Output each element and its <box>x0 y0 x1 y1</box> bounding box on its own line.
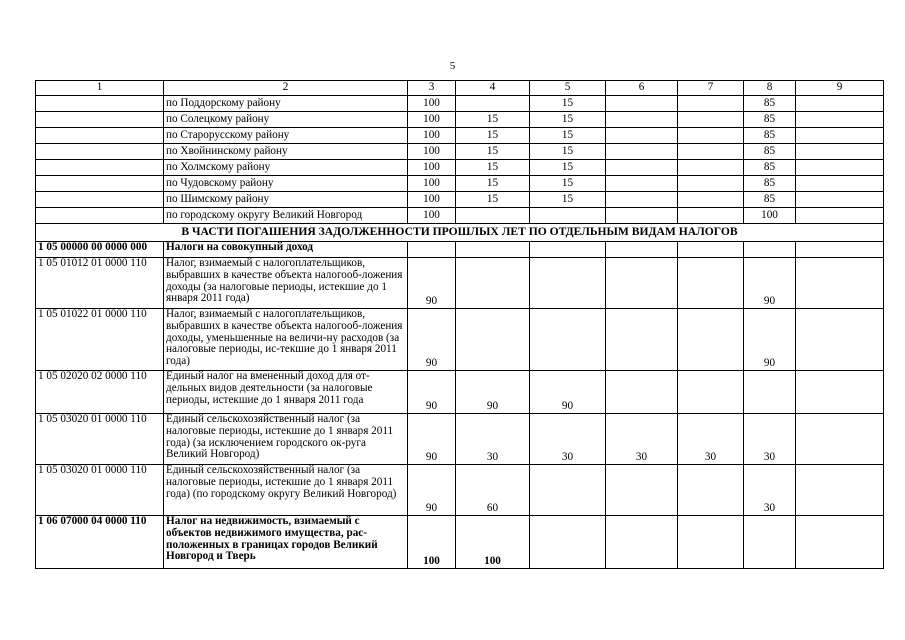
cell-name: по Холмскому району <box>164 160 408 176</box>
cell-col3: 100 <box>408 192 456 208</box>
cell-name: по городскому округу Великий Новгород <box>164 208 408 224</box>
cell-code <box>36 160 164 176</box>
cell-name: Налог, взимаемый с налогоплательщиков, выбравших в качестве объекта налогооб-ложения доходы, уменьшенные на величи-ну расходов (за налоговые периоды, ис-текшие до 1 января 2011 года) <box>164 309 408 371</box>
cell-col6 <box>606 258 678 309</box>
cell-col5 <box>530 309 606 371</box>
cell-col6 <box>606 516 678 569</box>
table-row <box>36 192 884 208</box>
cell-col7: 30 <box>678 414 744 465</box>
cell-col3: 100 <box>408 160 456 176</box>
cell-col7 <box>678 516 744 569</box>
table-row <box>36 516 884 569</box>
column-header: 5 <box>530 81 606 96</box>
cell-col7 <box>678 208 744 224</box>
table-row <box>36 258 884 309</box>
table-row <box>36 96 884 112</box>
cell-col7 <box>678 128 744 144</box>
table-row <box>36 371 884 414</box>
cell-col7 <box>678 465 744 516</box>
cell-code <box>36 96 164 112</box>
cell-code <box>36 192 164 208</box>
cell-code: 1 06 07000 04 0000 110 <box>36 516 164 569</box>
cell-code: 1 05 03020 01 0000 110 <box>36 414 164 465</box>
cell-col6 <box>606 371 678 414</box>
table-row <box>36 309 884 371</box>
cell-col9 <box>796 160 884 176</box>
cell-col4: 15 <box>456 160 530 176</box>
cell-col6 <box>606 160 678 176</box>
cell-col6 <box>606 176 678 192</box>
cell-col5: 15 <box>530 96 606 112</box>
cell-col4 <box>456 208 530 224</box>
cell-code: 1 05 02020 02 0000 110 <box>36 371 164 414</box>
cell-col7 <box>678 160 744 176</box>
cell-col9 <box>796 128 884 144</box>
cell-col3: 100 <box>408 144 456 160</box>
cell-col6 <box>606 309 678 371</box>
cell-col3 <box>408 242 456 258</box>
cell-col4: 15 <box>456 144 530 160</box>
cell-col9 <box>796 96 884 112</box>
cell-col7 <box>678 258 744 309</box>
cell-code <box>36 176 164 192</box>
cell-col4: 15 <box>456 112 530 128</box>
column-header: 9 <box>796 81 884 96</box>
cell-col5: 15 <box>530 176 606 192</box>
section-title-row <box>36 224 884 242</box>
cell-name: по Шимскому району <box>164 192 408 208</box>
cell-col8: 90 <box>744 309 796 371</box>
cell-col7 <box>678 192 744 208</box>
cell-col8: 85 <box>744 112 796 128</box>
cell-col9 <box>796 516 884 569</box>
cell-col9 <box>796 176 884 192</box>
table-row <box>36 160 884 176</box>
cell-col9 <box>796 144 884 160</box>
cell-col4: 90 <box>456 371 530 414</box>
cell-col5 <box>530 465 606 516</box>
cell-col9 <box>796 371 884 414</box>
cell-col4: 15 <box>456 128 530 144</box>
cell-col5 <box>530 242 606 258</box>
cell-name: по Поддорскому району <box>164 96 408 112</box>
column-header: 7 <box>678 81 744 96</box>
cell-code <box>36 112 164 128</box>
cell-name: по Солецкому району <box>164 112 408 128</box>
cell-col8: 100 <box>744 208 796 224</box>
column-header: 8 <box>744 81 796 96</box>
table-row <box>36 112 884 128</box>
cell-col6 <box>606 144 678 160</box>
table-row <box>36 465 884 516</box>
table-row <box>36 176 884 192</box>
cell-col3: 90 <box>408 371 456 414</box>
cell-code: 1 05 01012 01 0000 110 <box>36 258 164 309</box>
cell-col8: 30 <box>744 465 796 516</box>
cell-col9 <box>796 465 884 516</box>
section-title: В ЧАСТИ ПОГАШЕНИЯ ЗАДОЛЖЕННОСТИ ПРОШЛЫХ ЛЕТ ПО ОТДЕЛЬНЫМ ВИДАМ НАЛОГОВ <box>36 224 884 242</box>
cell-col7 <box>678 309 744 371</box>
cell-name: Налоги на совокупный доход <box>164 242 408 258</box>
cell-code: 1 05 03020 01 0000 110 <box>36 465 164 516</box>
column-header-row <box>36 81 884 96</box>
cell-col9 <box>796 112 884 128</box>
cell-name: Налог, взимаемый с налогоплательщиков, выбравших в качестве объекта налогооб-ложения доходы (за налоговые периоды, истекшие до 1 января 2011 года) <box>164 258 408 309</box>
cell-code <box>36 128 164 144</box>
cell-col5: 90 <box>530 371 606 414</box>
cell-col3: 90 <box>408 258 456 309</box>
cell-col7 <box>678 176 744 192</box>
cell-name: по Чудовскому району <box>164 176 408 192</box>
cell-col6: 30 <box>606 414 678 465</box>
cell-code <box>36 208 164 224</box>
cell-col6 <box>606 192 678 208</box>
cell-col5: 30 <box>530 414 606 465</box>
cell-col9 <box>796 242 884 258</box>
column-header: 6 <box>606 81 678 96</box>
cell-col3: 100 <box>408 176 456 192</box>
cell-col6 <box>606 465 678 516</box>
cell-col3: 100 <box>408 128 456 144</box>
cell-col9 <box>796 414 884 465</box>
cell-col8 <box>744 516 796 569</box>
cell-name: по Хвойнинскому району <box>164 144 408 160</box>
page-number: 5 <box>449 60 456 72</box>
cell-col8: 85 <box>744 176 796 192</box>
cell-code <box>36 144 164 160</box>
table-row <box>36 208 884 224</box>
cell-col8 <box>744 242 796 258</box>
cell-col8: 90 <box>744 258 796 309</box>
cell-col7 <box>678 144 744 160</box>
table-row <box>36 414 884 465</box>
cell-col6 <box>606 242 678 258</box>
cell-col5 <box>530 516 606 569</box>
cell-col4 <box>456 258 530 309</box>
cell-col3: 100 <box>408 208 456 224</box>
cell-col5: 15 <box>530 144 606 160</box>
budget-distribution-table <box>35 80 884 569</box>
cell-col8 <box>744 371 796 414</box>
cell-col5: 15 <box>530 128 606 144</box>
cell-name: Единый налог на вмененный доход для от-дельных видов деятельности (за налоговые периоды, истекшие до 1 января 2011 года <box>164 371 408 414</box>
cell-col4 <box>456 242 530 258</box>
cell-col4: 100 <box>456 516 530 569</box>
cell-col8: 85 <box>744 192 796 208</box>
cell-col5: 15 <box>530 112 606 128</box>
cell-col9 <box>796 258 884 309</box>
cell-col4: 15 <box>456 192 530 208</box>
cell-col3: 90 <box>408 309 456 371</box>
column-header: 2 <box>164 81 408 96</box>
cell-col6 <box>606 208 678 224</box>
cell-col8: 85 <box>744 160 796 176</box>
cell-col6 <box>606 128 678 144</box>
cell-col4: 15 <box>456 176 530 192</box>
cell-col4: 60 <box>456 465 530 516</box>
cell-col8: 85 <box>744 144 796 160</box>
cell-col7 <box>678 371 744 414</box>
cell-col5 <box>530 258 606 309</box>
cell-col3: 90 <box>408 414 456 465</box>
cell-col3: 100 <box>408 112 456 128</box>
table-row <box>36 242 884 258</box>
cell-col5: 15 <box>530 160 606 176</box>
cell-col9 <box>796 192 884 208</box>
cell-col7 <box>678 112 744 128</box>
column-header: 3 <box>408 81 456 96</box>
cell-name: Налог на недвижимость, взимаемый с объектов недвижимого имущества, рас-положенных в границах городов Великий Новгород и Тверь <box>164 516 408 569</box>
cell-name: Единый сельскохозяйственный налог (за налоговые периоды, истекшие до 1 января 2011 года) (за исключением городского ок-руга Великий Новгород) <box>164 414 408 465</box>
table-row <box>36 144 884 160</box>
cell-col5: 15 <box>530 192 606 208</box>
cell-col6 <box>606 96 678 112</box>
cell-name: по Старорусскому району <box>164 128 408 144</box>
cell-col8: 85 <box>744 96 796 112</box>
cell-code: 1 05 01022 01 0000 110 <box>36 309 164 371</box>
cell-col4 <box>456 309 530 371</box>
cell-col7 <box>678 242 744 258</box>
cell-name: Единый сельскохозяйственный налог (за налоговые периоды, истекшие до 1 января 2011 года) (по городскому округу Великий Новгород) <box>164 465 408 516</box>
cell-col3: 100 <box>408 516 456 569</box>
cell-col4: 30 <box>456 414 530 465</box>
cell-col9 <box>796 309 884 371</box>
column-header: 4 <box>456 81 530 96</box>
cell-col3: 90 <box>408 465 456 516</box>
column-header: 1 <box>36 81 164 96</box>
cell-col7 <box>678 96 744 112</box>
cell-code: 1 05 00000 00 0000 000 <box>36 242 164 258</box>
cell-col4 <box>456 96 530 112</box>
cell-col9 <box>796 208 884 224</box>
cell-col8: 85 <box>744 128 796 144</box>
cell-col5 <box>530 208 606 224</box>
cell-col8: 30 <box>744 414 796 465</box>
table-row <box>36 128 884 144</box>
cell-col3: 100 <box>408 96 456 112</box>
cell-col6 <box>606 112 678 128</box>
